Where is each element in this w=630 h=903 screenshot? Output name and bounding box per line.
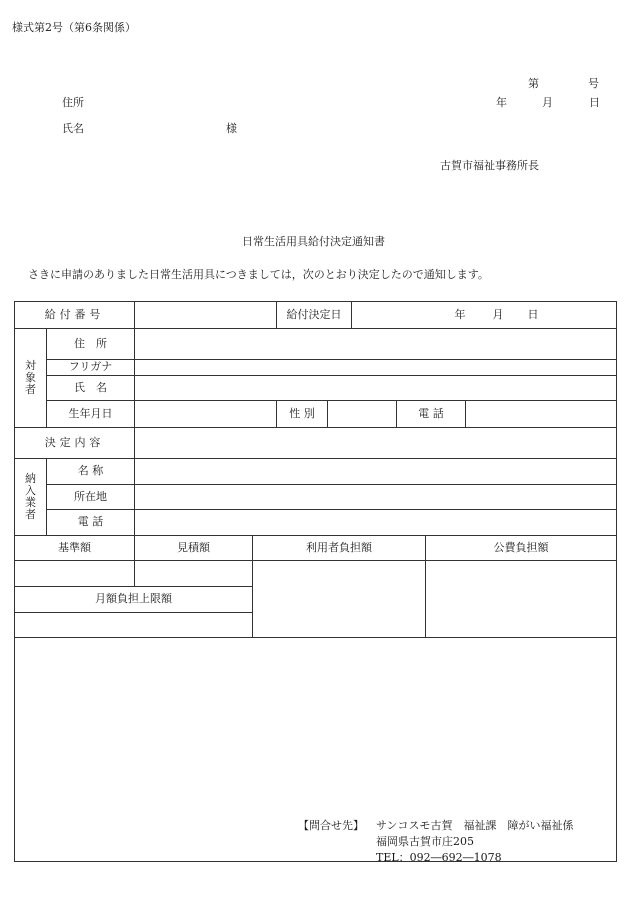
contact-line-office: サンコスモ古賀 福祉課 障がい福祉係 [376,819,574,832]
contact-line-tel: TEL：092―692―1078 [376,851,502,864]
kohi-futan-value[interactable] [426,561,617,638]
recipient-name-label: 氏名 [62,122,84,135]
denwa-value[interactable] [466,401,617,428]
kettei-naiyo-value[interactable] [135,428,617,459]
kijungaku-label: 基準額 [15,536,135,561]
kohi-futan-label: 公費負担額 [426,536,617,561]
meisho-label: 名 称 [47,459,135,485]
issuer: 古賀市福祉事務所長 [440,159,539,172]
kyufu-bango-value[interactable] [135,302,277,329]
form-number: 様式第2号（第6条関係） [12,21,136,34]
riyosha-futan-value[interactable] [253,561,426,638]
contact-line-address: 福岡県古賀市庄205 [376,835,474,848]
number-dai: 第 [528,77,539,90]
shimei-label: 氏 名 [47,376,135,401]
denwa-label: 電 話 [397,401,466,428]
seibetsu-value[interactable] [328,401,397,428]
date-year: 年 [496,96,507,109]
shozaichi-label: 所在地 [47,485,135,510]
contact-label: 【問合せ先】 [298,819,364,832]
mitsumorigaku-value[interactable] [135,561,253,587]
recipient-sama: 様 [226,122,237,135]
taishosha-label: 対 象 者 [15,329,47,428]
nonyu-gyosha-label: 納 入 業 者 [15,459,47,536]
kyufu-bango-label: 給付番号 [15,302,135,329]
kyufu-ketteibi-value[interactable] [352,302,617,329]
mitsumorigaku-label: 見積額 [135,536,253,561]
seibetsu-label: 性 別 [277,401,328,428]
jusho-label: 住 所 [47,329,135,360]
jusho-value[interactable] [135,329,617,360]
kyufu-ketteibi-label: 給付決定日 [277,302,352,329]
gyosha-denwa-label: 電 話 [47,510,135,536]
furigana-value[interactable] [135,360,617,376]
kettei-naiyo-label: 決定内容 [15,428,135,459]
gyosha-denwa-value[interactable] [135,510,617,536]
furigana-label: フリガナ [47,360,135,376]
getsugaku-futan-value[interactable] [15,613,253,638]
kettei-hi: 日 [527,307,539,321]
intro-text: さきに申請のありました日常生活用具につきましては，次のとおり決定したので通知します。 [28,268,489,281]
kettei-nen: 年 [454,307,466,321]
date-month: 月 [542,96,553,109]
date-day: 日 [589,96,600,109]
seinengappi-value[interactable] [135,401,277,428]
recipient-address-label: 住所 [62,96,84,109]
number-go: 号 [588,77,599,90]
meisho-value[interactable] [135,459,617,485]
shimei-value[interactable] [135,376,617,401]
kettei-tsuki: 月 [492,307,504,321]
kijungaku-value[interactable] [15,561,135,587]
seinengappi-label: 生年月日 [47,401,135,428]
shozaichi-value[interactable] [135,485,617,510]
riyosha-futan-label: 利用者負担額 [253,536,426,561]
decision-table [14,301,617,862]
document-title: 日常生活用具給付決定通知書 [242,235,385,248]
getsugaku-futan-label: 月額負担上限額 [15,587,253,613]
